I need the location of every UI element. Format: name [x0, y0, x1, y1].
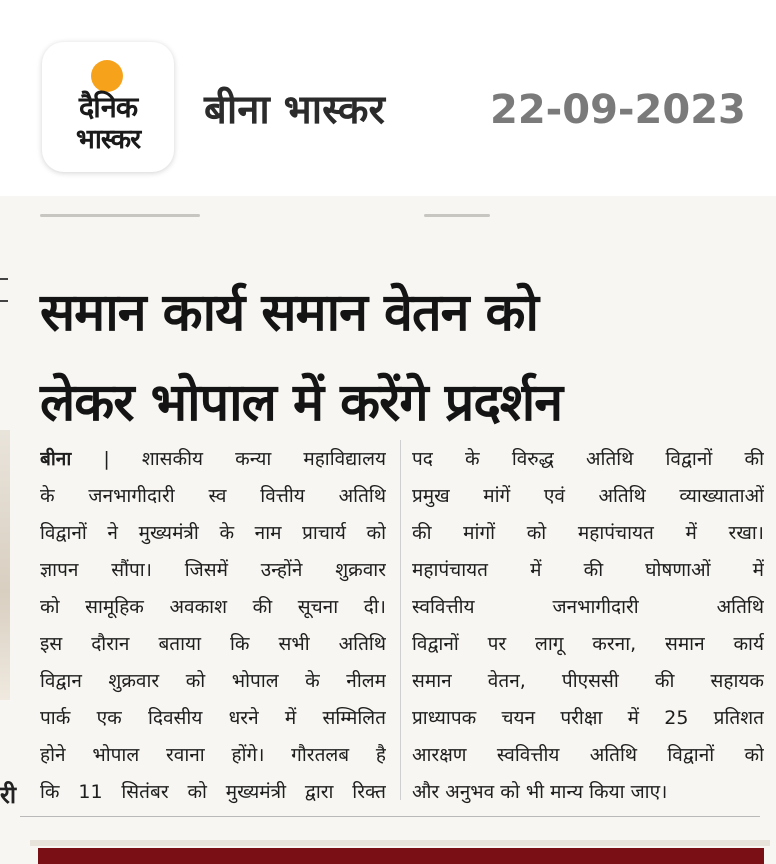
section-divider: [20, 816, 760, 817]
body-line: समान वेतन, पीएससी की सहायक: [412, 670, 764, 692]
logo-text-line1: दैनिक: [78, 90, 138, 124]
body-line: होने भोपाल रवाना होंगे। गौरतलब है: [40, 744, 386, 766]
adjacent-photo-edge: [0, 430, 10, 700]
edge-mark: [0, 300, 8, 302]
body-line: शासकीय कन्या महाविद्यालय: [141, 448, 386, 470]
body-line: के जनभागीदारी स्व वित्तीय अतिथि: [40, 485, 386, 507]
body-line: प्राध्यापक चयन परीक्षा में 25 प्रतिशत: [412, 707, 764, 729]
body-line: को सामूहिक अवकाश की सूचना दी।: [40, 596, 386, 618]
faded-text-top-right: [424, 214, 490, 217]
column-divider: [400, 440, 401, 800]
body-line: प्रमुख मांगें एवं अतिथि व्याख्याताओं: [412, 485, 764, 507]
app-header: [0, 0, 776, 196]
next-article-banner: [38, 848, 764, 864]
body-line: इस दौरान बताया कि सभी अतिथि: [40, 633, 386, 655]
logo-text-line2: भास्कर: [75, 124, 141, 155]
body-line: पार्क एक दिवसीय धरने में सम्मिलित: [40, 707, 386, 729]
body-line: स्ववित्तीय जनभागीदारी अतिथि: [412, 596, 764, 618]
body-line: कि 11 सितंबर को मुख्यमंत्री द्वारा रिक्त: [40, 781, 386, 803]
body-line: और अनुभव को भी मान्य किया जाए।: [412, 781, 668, 803]
body-line: की मांगों को महापंचायत में रखा।: [412, 522, 764, 544]
body-line: महापंचायत में की घोषणाओं में: [412, 559, 764, 581]
body-line: ज्ञापन सौंपा। जिसमें उन्होंने शुक्रवार: [40, 559, 386, 581]
article-column-left: बीना | शासकीय कन्या महाविद्यालय के जनभागीदारी स्व वित्तीय अतिथि विद्वानों ने मुख्यमंत्री के नाम प्राचार्य को ज्ञापन सौंपा। जिसमें उन्होंने शुक्रवार को सामूहिक अवकाश की सूचना दी। इस दौरान बताया कि सभी अतिथि विद्वान शुक्रवार को भोपाल के नीलम पार्क एक दिवसीय धरने में सम्मिलित होने भोपाल रवाना होंगे। गौरतलब है कि 11 सितंबर को मुख्यमंत्री द्वारा रिक्त: [40, 441, 386, 811]
adjacent-text-fragment: री: [0, 781, 17, 809]
edition-date: 22-09-2023: [490, 87, 746, 133]
headline-line-2: लेकर भोपाल में करेंगे प्रदर्शन: [40, 373, 563, 433]
logo-sun-icon: [91, 60, 123, 92]
body-line: पद के विरुद्ध अतिथि विद्वानों की: [412, 448, 764, 470]
next-article-edge: [30, 840, 770, 846]
faded-text-top: [40, 214, 200, 217]
article-dateline: बीना: [40, 448, 72, 470]
body-line: विद्वान शुक्रवार को भोपाल के नीलम: [40, 670, 386, 692]
edition-name: बीना भास्कर: [204, 87, 385, 133]
article-column-right: [412, 441, 764, 811]
headline-line-1: समान कार्य समान वेतन को: [40, 283, 538, 343]
article-headline: [40, 268, 740, 448]
edge-mark: [0, 278, 8, 280]
body-line: विद्वानों पर लागू करना, समान कार्य: [412, 633, 764, 655]
body-line: विद्वानों ने मुख्यमंत्री के नाम प्राचार्य को: [40, 522, 386, 544]
body-line: आरक्षण स्ववित्तीय अतिथि विद्वानों को: [412, 744, 764, 766]
